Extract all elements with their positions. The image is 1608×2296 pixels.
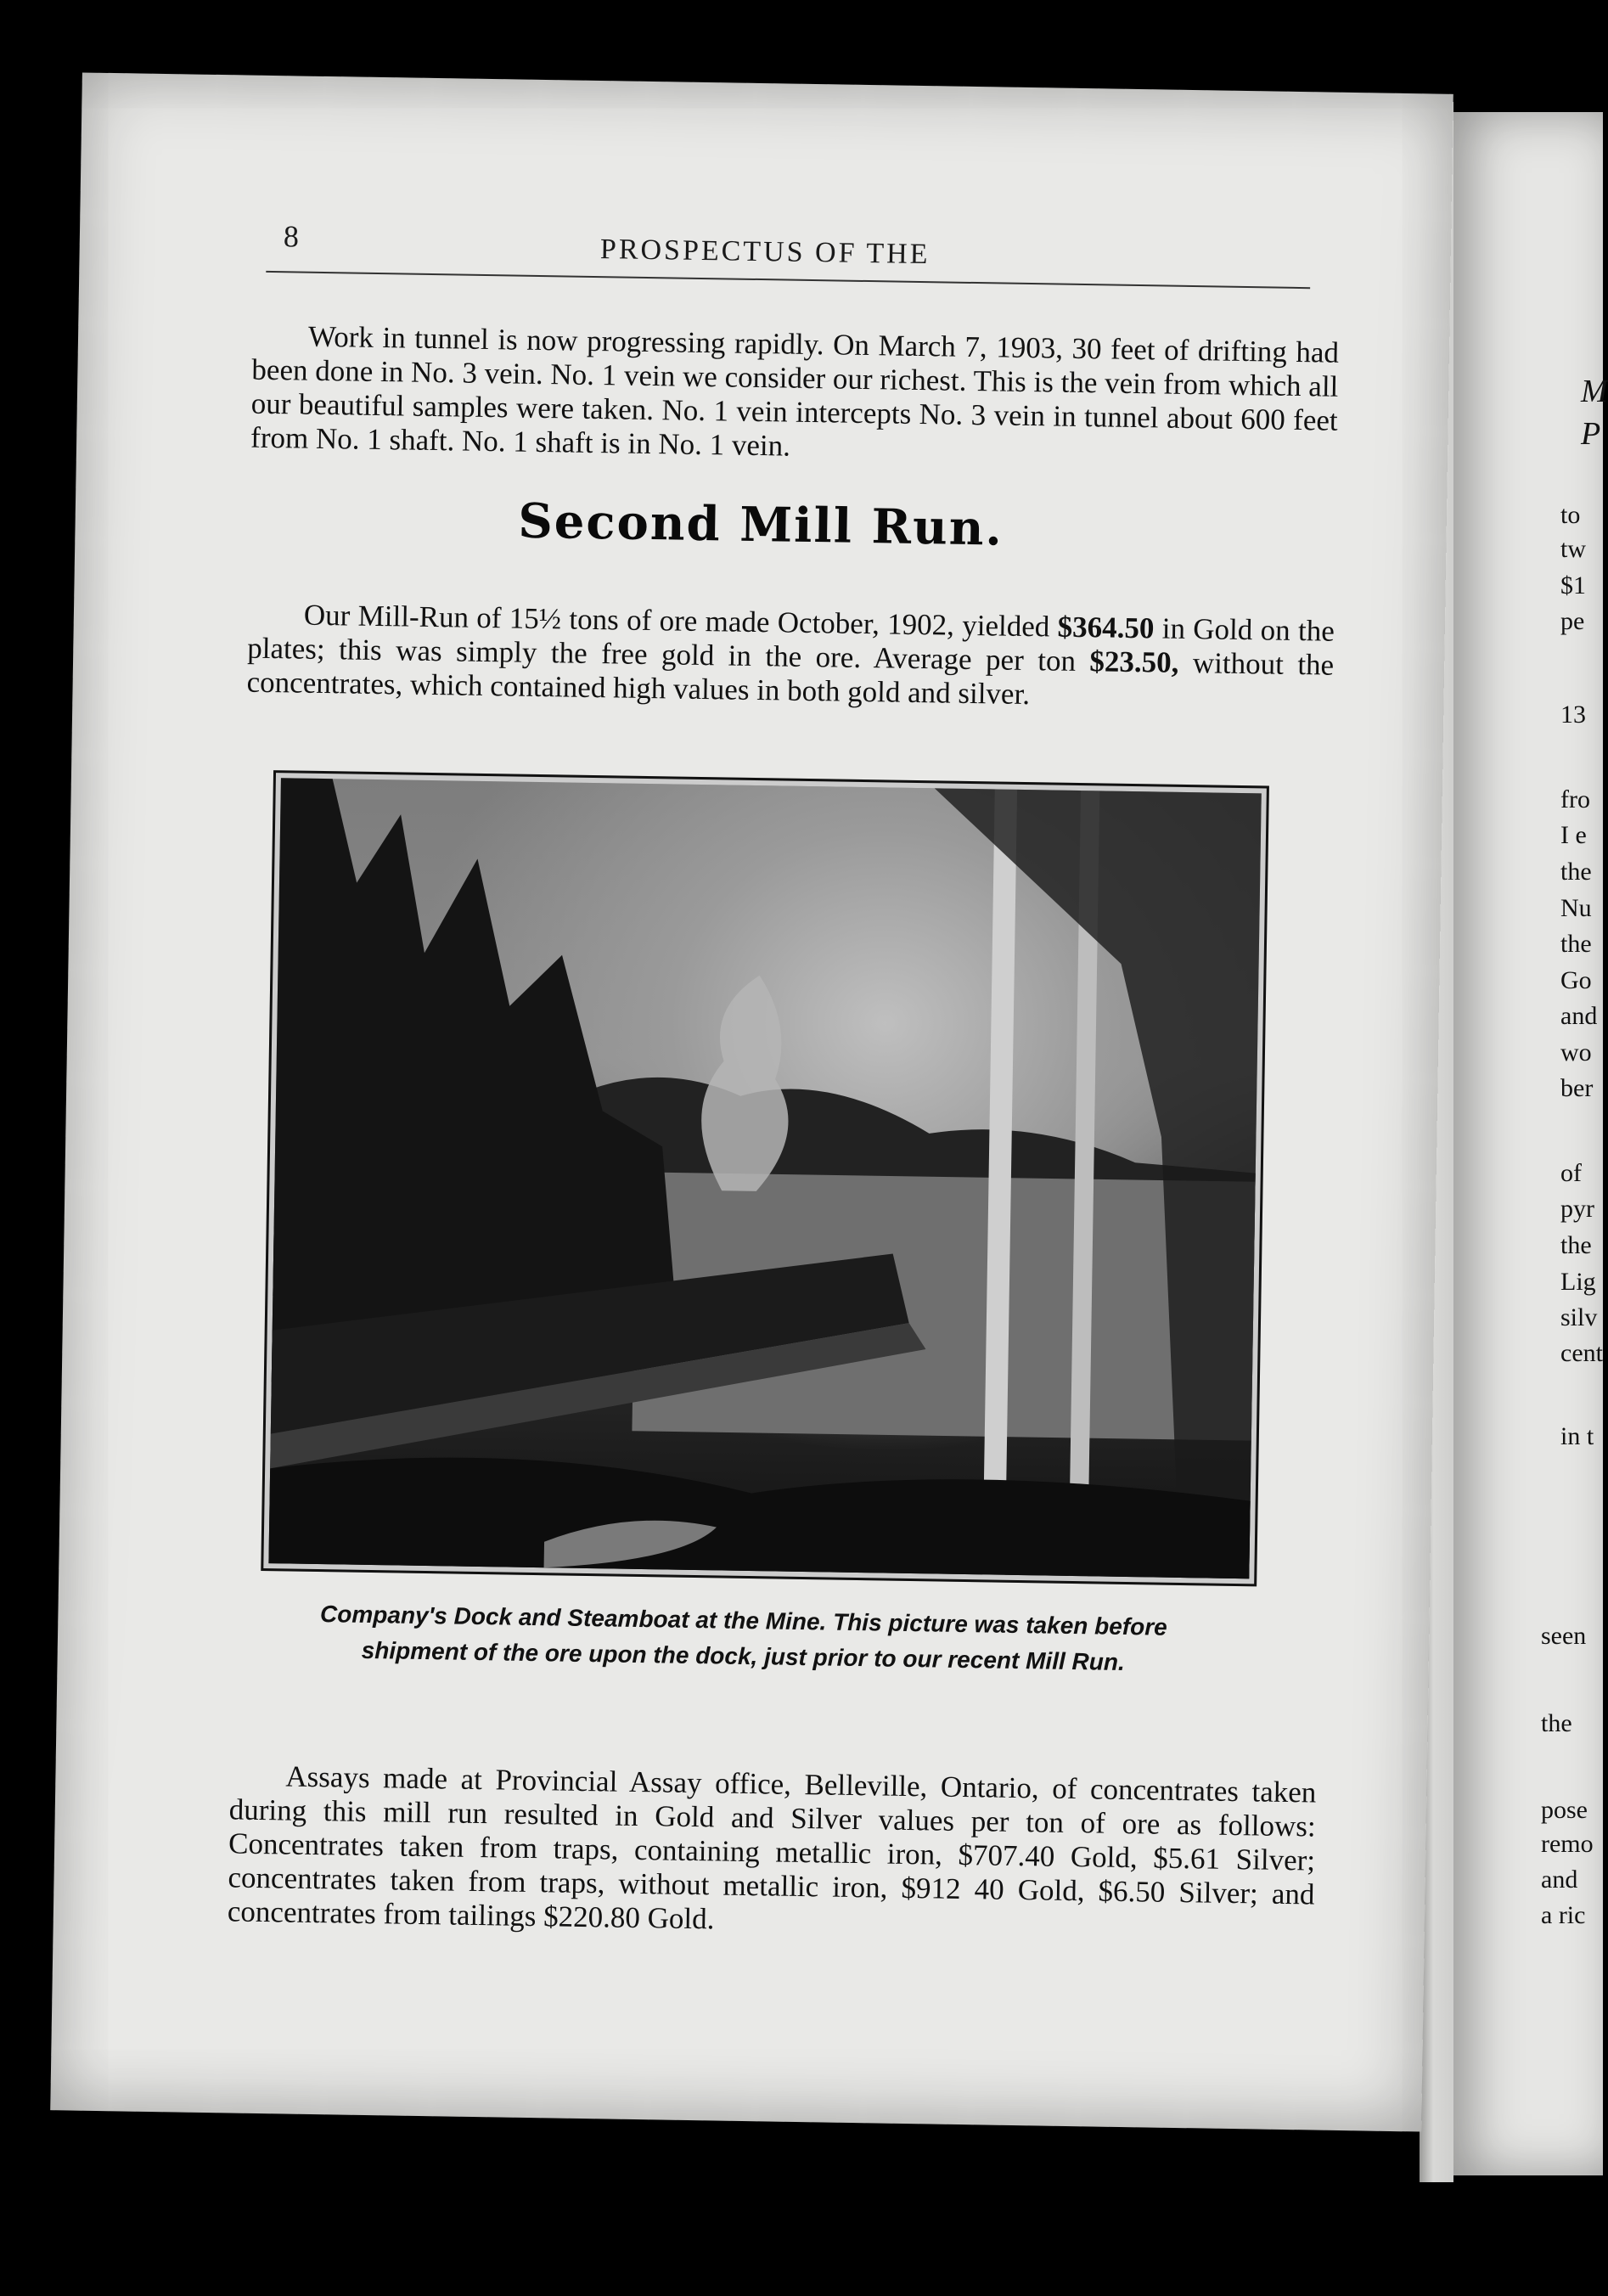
facing-page-fragment: the [1560, 1231, 1592, 1259]
facing-page-fragment: M [1581, 374, 1608, 409]
facing-page-fragment: Go [1560, 966, 1592, 994]
mill-run-average: $23.50, [1089, 644, 1179, 679]
page-number: 8 [283, 219, 300, 254]
facing-page-fragment: Lig [1560, 1268, 1596, 1296]
facing-page-fragment: remo [1541, 1830, 1594, 1858]
mill-run-text-2: in Gold on the plates; this was simply the free gold in the ore. Average per ton [247, 611, 1335, 678]
facing-page-fragment: pose [1541, 1796, 1588, 1824]
facing-page-fragment: silv [1560, 1303, 1598, 1331]
photo-image [268, 778, 1261, 1578]
facing-page-fragment: the [1541, 1709, 1572, 1737]
facing-page-fragment: to [1560, 501, 1581, 529]
facing-page-fragment: ber [1560, 1074, 1594, 1102]
mill-run-text-1: Our Mill-Run of 15½ tons of ore made October, 1902, yielded [303, 598, 1058, 644]
facing-page-fragment: pe [1560, 607, 1585, 635]
caption-line-2: shipment of the ore upon the dock, just prior to our recent Mill Run. [361, 1636, 1126, 1675]
running-head: PROSPECTUS OF THE [599, 234, 931, 271]
facing-page-fragment: seen [1541, 1622, 1587, 1650]
facing-page-fragment: tw [1560, 535, 1586, 563]
facing-page-fragment: and [1541, 1866, 1578, 1894]
facing-page-fragment: $1 [1560, 571, 1586, 599]
photo-scene [268, 778, 1261, 1578]
facing-page-fragment: fro [1560, 785, 1590, 813]
photo-caption [58, 1592, 1430, 1685]
dock-steamboat-photo [261, 770, 1269, 1586]
facing-page-fragment: of [1560, 1159, 1582, 1187]
section-heading: Second Mill Run. [517, 492, 1004, 557]
facing-page-fragment: cent [1560, 1339, 1603, 1367]
facing-page-fragment: the [1560, 930, 1592, 958]
facing-page-fragment: 13 [1560, 701, 1586, 729]
assay-paragraph: Assays made at Provincial Assay office, Belleville, Ontario, of concentrates taken during this mill run resulted in Gold and Silver values per ton of ore as follows: Concentrates taken from traps, containing metallic iron, $707.40 Gold, $5.61 Silver; concentrates taken from traps, without metallic iron, $912 40 Gold, $6.50 Silver; and concentrates from tailings $220.80 Gold. [227, 1759, 1317, 1936]
facing-page-fragment: in t [1560, 1422, 1594, 1450]
facing-page-fragment: Nu [1560, 894, 1592, 922]
facing-page-fragment: a ric [1541, 1901, 1586, 1929]
facing-page-fragment: P [1581, 416, 1601, 452]
facing-page-fragment: the [1560, 858, 1592, 886]
mill-run-paragraph [246, 598, 1335, 717]
facing-page-fragment: I e [1560, 821, 1587, 849]
facing-page-fragment: pyr [1560, 1195, 1594, 1223]
mill-run-gold-amount: $364.50 [1057, 610, 1155, 645]
facing-page-fragment: wo [1560, 1038, 1592, 1066]
document-page [50, 72, 1453, 2131]
caption-line-1: Company's Dock and Steamboat at the Mine. This picture was taken before [319, 1601, 1167, 1640]
facing-page-fragment: and [1560, 1002, 1598, 1030]
intro-paragraph: Work in tunnel is now progressing rapidly. On March 7, 1903, 30 feet of drifting had been done in No. 3 vein. No. 1 vein we consider our richest. This is the vein from which all our beautiful samples were taken. No. 1 vein intercepts No. 3 vein in tunnel about 600 feet from No. 1 shaft. No. 1 shaft is in No. 1 vein. [250, 319, 1340, 463]
mill-run-text-3: without the concentrates, which contained high values in both gold and silver. [246, 645, 1335, 712]
